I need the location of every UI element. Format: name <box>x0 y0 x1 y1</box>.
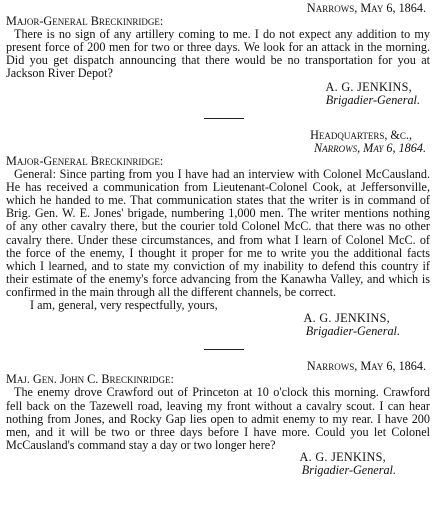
signature-title: Brigadier-General. <box>325 92 420 107</box>
signature-name: A. G. JENKINS, <box>325 79 412 94</box>
signature-title: Brigadier-General. <box>305 324 400 339</box>
addressee: Major-General Breckinridge: <box>6 14 164 29</box>
letter-3 <box>6 360 430 477</box>
letter-body: The enemy drove Crawford out of Princeton at 10 o'clock this morning. Crawford fell back on the Tazewell road, leaving my front without a cavalry scout. I can hear nothing from Jones, and Rocky Gap lies open to admit enemy to my rear. I have 200 men, and it will be two or three days before I have more. Could you let Colonel McCausland's command stay a day or two longer here? <box>6 385 430 452</box>
addressee: Maj. Gen. John C. Breckinridge: <box>6 372 174 387</box>
dateline: Narrows, May 6, 1864. <box>306 1 426 15</box>
document-page <box>6 2 430 477</box>
signature-name: A. G. JENKINS, <box>299 449 386 464</box>
letter-1 <box>6 2 430 107</box>
dateline: Narrows, May 6, 1864. <box>306 359 426 374</box>
dateline: Narrows, May 6, 1864. <box>313 140 426 155</box>
section-divider <box>6 338 430 360</box>
header: Headquarters, &c., <box>310 127 412 142</box>
letter-2 <box>6 129 430 339</box>
signature-name: A. G. JENKINS, <box>303 311 390 326</box>
letter-body: General: Since parting from you I have had an interview with Colonel McCausland. He has received a communication from Lieutenant-Colonel Cook, at Jeffersonville, which he handed to me. That communication states that the writer is in command of Brig. Gen. W. E. Jones' brigade, numbering 1,000 men. The writer mentions nothing of any other cavalry there, but the courier told Colonel McC. that there was no other cavalry there. Under these circumstances, and from what I learn of Colonel McC. of the force of the enemy, I thought it proper for me to write you the additional facts which I learned, and to state my conviction of my inability to defend this country if their estimate of the enemy's force advancing from the Kanawha Valley, and which is confirmed in the main through all the different channels, be correct. <box>6 167 430 299</box>
section-divider <box>6 107 430 129</box>
closing: I am, general, very respectfully, yours, <box>30 297 218 312</box>
letter-body: There is no sign of any artillery coming to me. I do not expect any addition to my present force of 200 men for two or three days. We look for an attack in the morning. Did you get dispatch announcing that there would be no transportation for you at Jackson River Depot? <box>6 27 430 81</box>
addressee: Major-General Breckinridge: <box>6 153 164 168</box>
signature-title: Brigadier-General. <box>301 463 396 477</box>
